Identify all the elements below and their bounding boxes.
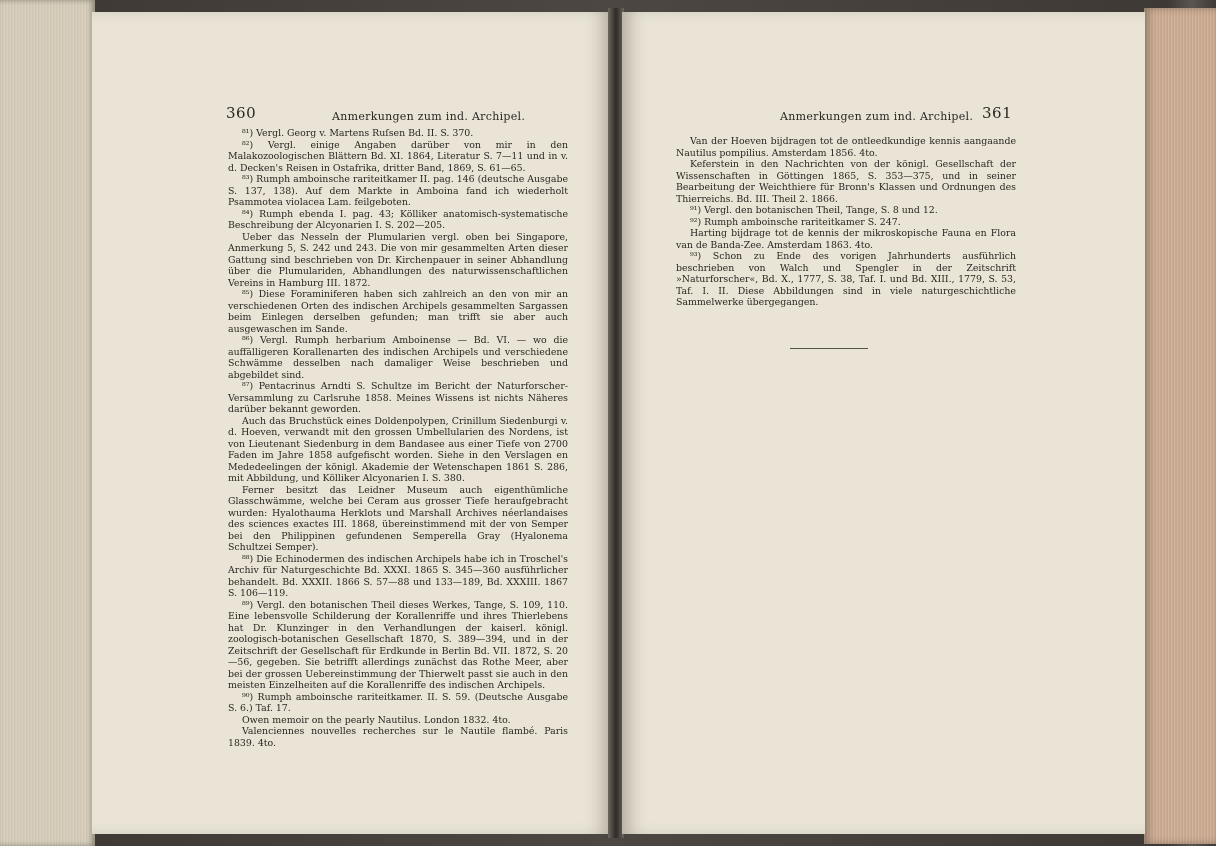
paragraph: Valenciennes nouvelles recherches sur le Nautile flambé. Paris 1839. 4to. <box>228 726 568 749</box>
left-page <box>92 12 610 834</box>
right-page-body <box>676 136 1016 309</box>
footnote: ⁸²) Vergl. einige Angaben darüber von mir in den Malakozoologischen Blättern Bd. XI. 1864, Literatur S. 7—11 und in v. d. Decken's Reisen in Ostafrika, dritter Band, 1869, S. 61—65. <box>228 139 568 174</box>
footnote: ⁹¹) Vergl. den botanischen Theil, Tange, S. 8 und 12. <box>690 205 938 216</box>
footnote: ⁹³) Schon zu Ende des vorigen Jahrhunderts ausführlich beschrieben von Walch und Spengler in der Zeitschrift »Naturforscher«, Bd. X., 1777, S. 38, Taf. I. und Bd. XIII., 1779, S. 53, Taf. I. II. Diese Abbildungen sind in viele naturgeschichtliche Sammelwerke übergegangen. <box>676 251 1016 308</box>
footnote: ⁸⁷) Pentacrinus Arndti S. Schultze im Bericht der Naturforscher-Versammlung zu Carlsruhe 1858. Meines Wissens ist nichts Näheres darüber bekannt geworden. <box>228 381 568 415</box>
paragraph: Harting bijdrage tot de kennis der mikroskopische Fauna en Flora van de Banda-Zee. Amsterdam 1863. 4to. <box>676 228 1016 251</box>
paragraph: Ferner besitzt das Leidner Museum auch eigenthümliche Glasschwämme, welche bei Ceram aus grosser Tiefe heraufgebracht wurden: Hyalothauma Herklots und Marshall Archives néerlandaises des sciences exactes III. 1868, übereinstimmend mit der von Semper bei den Philippinen gefundenen Semperella Gray (Hyalonema Schultzei Semper). <box>228 484 568 553</box>
footnote: ⁸⁶) Vergl. Rumph herbarium Amboinense — Bd. VI. — wo die auffälligeren Korallenarten des indischen Archipels und verschiedene Schwämme desselben nach damaliger Weise beschrieben und abgebildet sind. <box>228 335 568 381</box>
right-page-edges <box>1144 8 1216 844</box>
footnote: ⁸³) Rumph amboinsche rariteitkamer II. pag. 146 (deutsche Ausgabe S. 137, 138). Auf dem Markte in Amboina fand ich wiederholt Psammotea violacea Lam. feilgeboten. <box>228 174 568 208</box>
paragraph: Van der Hoeven bijdragen tot de ontleedkundige kennis aangaande Nautilus pompilius. Amsterdam 1856. 4to. <box>676 136 1016 159</box>
paragraph: Owen memoir on the pearly Nautilus. London 1832. 4to. <box>242 714 511 726</box>
page-number-left: 360 <box>226 104 257 122</box>
left-page-body <box>228 128 568 749</box>
footnote: ⁸⁵) Diese Foraminiferen haben sich zahlreich an den von mir an verschiedenen Orten des indischen Archipels gesammelten Sargassen beim Einlegen derselben gefunden; man trifft sie aber auch ausgewaschen im Sande. <box>228 289 568 335</box>
running-head-left: Anmerkungen zum ind. Archipel. <box>332 110 526 123</box>
paragraph: Auch das Bruchstück eines Doldenpolypen, Crinillum Siedenburgi v. d. Hoeven, verwandt mit den grossen Umbellularien des Nordens, ist von Lieutenant Siedenburg in dem Bandasee aus einer Tiefe von 2700 Faden im Jahre 1858 aufgefischt worden. Siehe in den Verslagen en Mededeelingen der königl. Akademie der Wetenschapen 1861 S. 286, mit Abbildung, und Kölliker Alcyonarien I. S. 380. <box>228 415 568 484</box>
footnote: ⁹⁰) Rumph amboinsche rariteitkamer. II. S. 59. (Deutsche Ausgabe S. 6.) Taf. 17. <box>228 691 568 714</box>
left-page-edges <box>0 0 95 846</box>
footnote: ⁸⁹) Vergl. den botanischen Theil dieses Werkes, Tange, S. 109, 110. Eine lebensvolle Schilderung der Korallenriffe und ihres Thierlebens hat Dr. Klunzinger in den Verhandlungen der kaiserl. königl. zoologisch-botanischen Gesellschaft 1870, S. 389—394, und in der Zeitschrift der Gesellschaft für Erdkunde in Berlin Bd. VII. 1872, S. 20—56, gegeben. Sie betrifft allerdings zunächst das Rothe Meer, aber bei der grossen Uebereinstimmung der Thierwelt passt sie auch in den meisten Einzelheiten auf die Korallenriffe des indischen Archipels. <box>228 599 568 691</box>
paragraph: Keferstein in den Nachrichten von der königl. Gesellschaft der Wissenschaften in Göttingen 1865, S. 353—375, und in seiner Bearbeitung der Weichthiere für Bronn's Klassen und Ordnungen des Thierreichs. Bd. III. Theil 2. 1866. <box>676 159 1016 205</box>
footnote: ⁸⁴) Rumph ebenda I. pag. 43; Kölliker anatomisch-systematische Beschreibung der Alcyonarien I. S. 202—205. <box>228 208 568 231</box>
running-head-right: Anmerkungen zum ind. Archipel. <box>780 110 974 123</box>
footnote: ⁸⁸) Die Echinodermen des indischen Archipels habe ich in Troschel's Archiv für Naturgeschichte Bd. XXXI. 1865 S. 345—360 ausführlicher behandelt. Bd. XXXII. 1866 S. 57—88 und 133—189, Bd. XXXIII. 1867 S. 106—119. <box>228 553 568 599</box>
footnote: ⁹²) Rumph amboinsche rariteitkamer S. 247. <box>690 216 901 228</box>
end-rule <box>790 348 868 349</box>
right-page <box>622 12 1145 834</box>
page-number-right: 361 <box>982 104 1013 122</box>
footnote: ⁸¹) Vergl. Georg v. Martens Ruſsen Bd. II. S. 370. <box>242 128 474 139</box>
paragraph: Ueber das Nesseln der Plumularien vergl. oben bei Singapore, Anmerkung 5, S. 242 und 243. Die von mir gesammelten Arten dieser Gattung sind beschrieben von Dr. Kirchenpauer in seiner Abhandlung über die Plumulariden, Abhandlungen des naturwissenschaftlichen Vereins in Hamburg III. 1872. <box>228 231 568 289</box>
